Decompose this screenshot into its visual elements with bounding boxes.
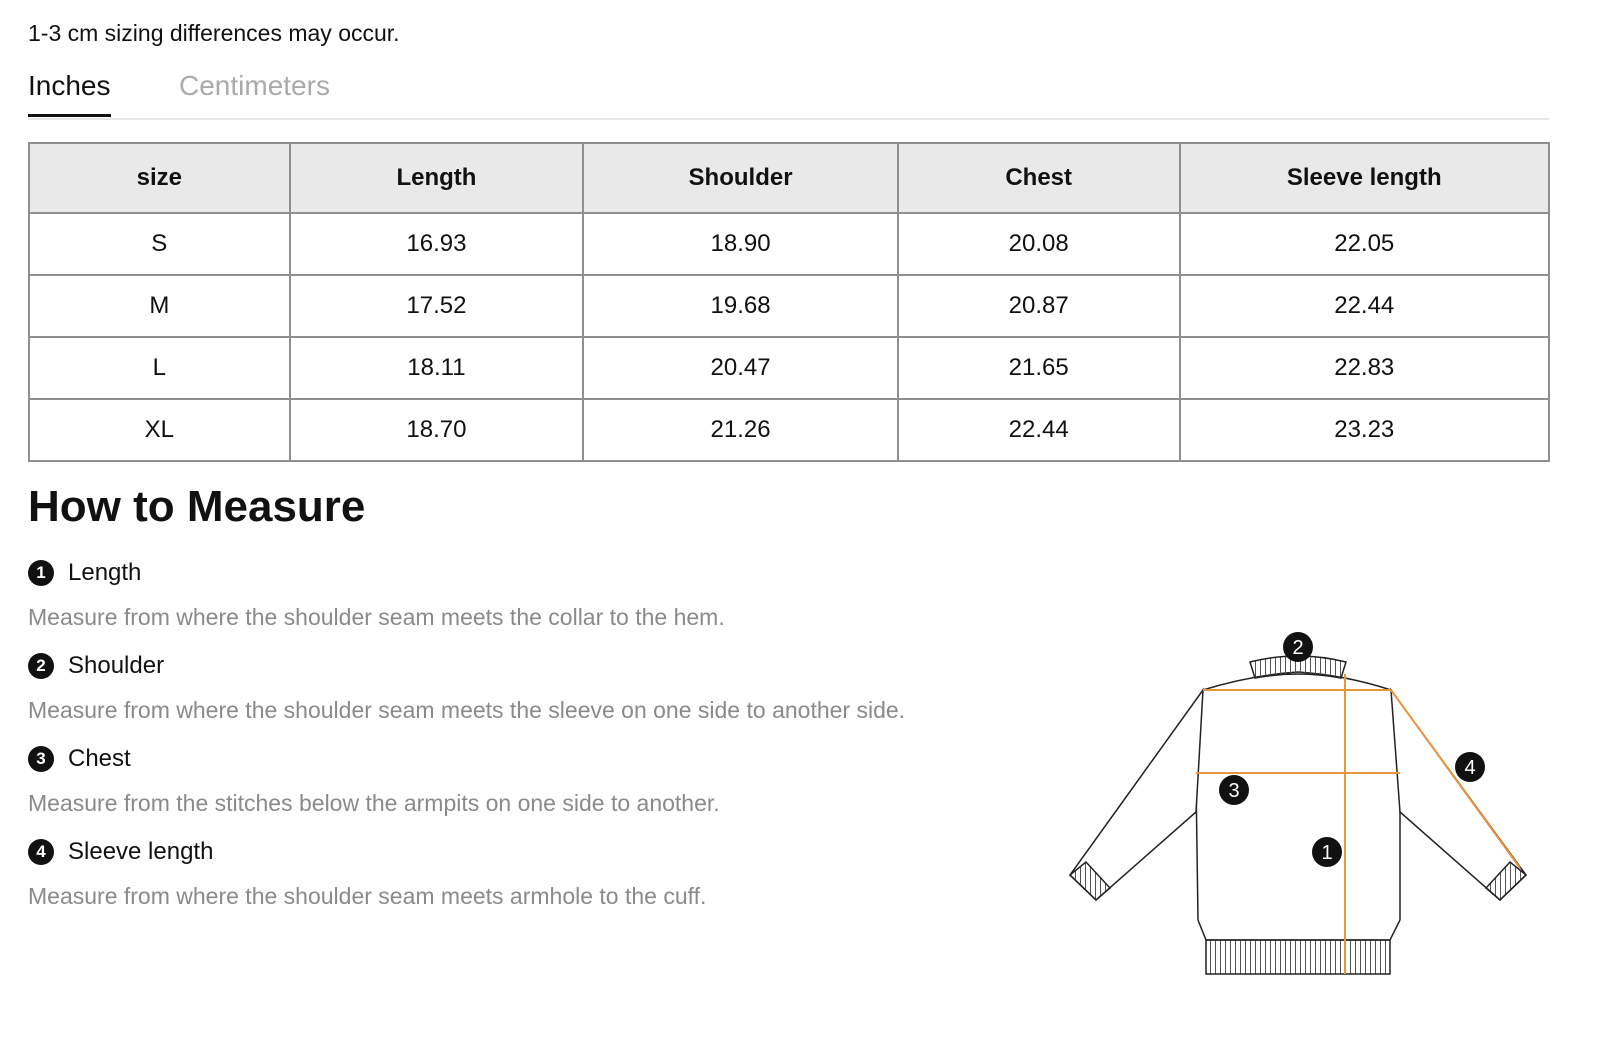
table-row bbox=[29, 213, 1549, 275]
table-row bbox=[29, 275, 1549, 337]
table-header-row bbox=[29, 143, 1549, 213]
tab-centimeters[interactable]: Centimeters bbox=[179, 70, 330, 101]
header-length: Length bbox=[290, 143, 584, 213]
cell-sleeve-length: 22.44 bbox=[1180, 275, 1550, 337]
diagram-marker-3 bbox=[1219, 775, 1249, 805]
measure-description: Measure from where the shoulder seam meets armhole to the cuff. bbox=[28, 883, 707, 909]
cell-length: 18.11 bbox=[290, 337, 584, 399]
unit-tabs bbox=[28, 66, 1549, 120]
measure-description: Measure from where the shoulder seam meets the collar to the hem. bbox=[28, 604, 725, 630]
measure-item-chest bbox=[28, 744, 720, 817]
number-badge-icon: 1 bbox=[28, 560, 54, 586]
cell-size: L bbox=[29, 337, 290, 399]
measure-item-shoulder bbox=[28, 651, 905, 724]
header-size: size bbox=[29, 143, 290, 213]
sweater-measurement-diagram bbox=[1048, 620, 1548, 990]
cell-sleeve-length: 22.83 bbox=[1180, 337, 1550, 399]
measure-name: Length bbox=[68, 559, 142, 586]
cell-length: 18.70 bbox=[290, 399, 584, 461]
measure-name: Shoulder bbox=[68, 652, 165, 679]
svg-text:2: 2 bbox=[1292, 637, 1304, 659]
measure-name: Sleeve length bbox=[68, 838, 214, 865]
svg-text:3: 3 bbox=[1228, 780, 1240, 802]
cell-length: 17.52 bbox=[290, 275, 584, 337]
measure-name: Chest bbox=[68, 745, 131, 772]
number-badge-icon: 3 bbox=[28, 746, 54, 772]
cell-size: M bbox=[29, 275, 290, 337]
diagram-marker-1 bbox=[1312, 837, 1342, 867]
cell-chest: 20.08 bbox=[898, 213, 1180, 275]
number-badge-icon: 2 bbox=[28, 653, 54, 679]
svg-text:1: 1 bbox=[1321, 842, 1333, 864]
hem-ribbing bbox=[1206, 940, 1390, 974]
sweater-outline-icon bbox=[1070, 656, 1526, 974]
header-chest: Chest bbox=[898, 143, 1180, 213]
cell-chest: 20.87 bbox=[898, 275, 1180, 337]
svg-text:4: 4 bbox=[1464, 757, 1476, 779]
sweater-body bbox=[1196, 672, 1400, 940]
cell-shoulder: 19.68 bbox=[583, 275, 898, 337]
cell-sleeve-length: 23.23 bbox=[1180, 399, 1550, 461]
cell-shoulder: 20.47 bbox=[583, 337, 898, 399]
sizing-disclaimer: 1-3 cm sizing differences may occur. bbox=[28, 20, 400, 46]
header-shoulder: Shoulder bbox=[583, 143, 898, 213]
cell-chest: 21.65 bbox=[898, 337, 1180, 399]
cell-length: 16.93 bbox=[290, 213, 584, 275]
measure-item-sleeve-length bbox=[28, 837, 706, 910]
size-chart-table bbox=[28, 142, 1550, 462]
cell-shoulder: 21.26 bbox=[583, 399, 898, 461]
header-sleeve-length: Sleeve length bbox=[1180, 143, 1550, 213]
table-row bbox=[29, 337, 1549, 399]
cell-sleeve-length: 22.05 bbox=[1180, 213, 1550, 275]
measure-item-length bbox=[28, 558, 725, 631]
how-to-measure-title: How to Measure bbox=[28, 482, 366, 531]
cell-size: XL bbox=[29, 399, 290, 461]
number-badge-icon: 4 bbox=[28, 839, 54, 865]
measure-description: Measure from the stitches below the armpits on one side to another. bbox=[28, 790, 720, 816]
measure-description: Measure from where the shoulder seam meets the sleeve on one side to another side. bbox=[28, 697, 906, 723]
table-row bbox=[29, 399, 1549, 461]
cell-chest: 22.44 bbox=[898, 399, 1180, 461]
diagram-marker-4 bbox=[1455, 752, 1485, 782]
cell-size: S bbox=[29, 213, 290, 275]
cell-shoulder: 18.90 bbox=[583, 213, 898, 275]
diagram-marker-2 bbox=[1283, 632, 1313, 662]
tab-inches[interactable]: Inches bbox=[28, 70, 111, 117]
